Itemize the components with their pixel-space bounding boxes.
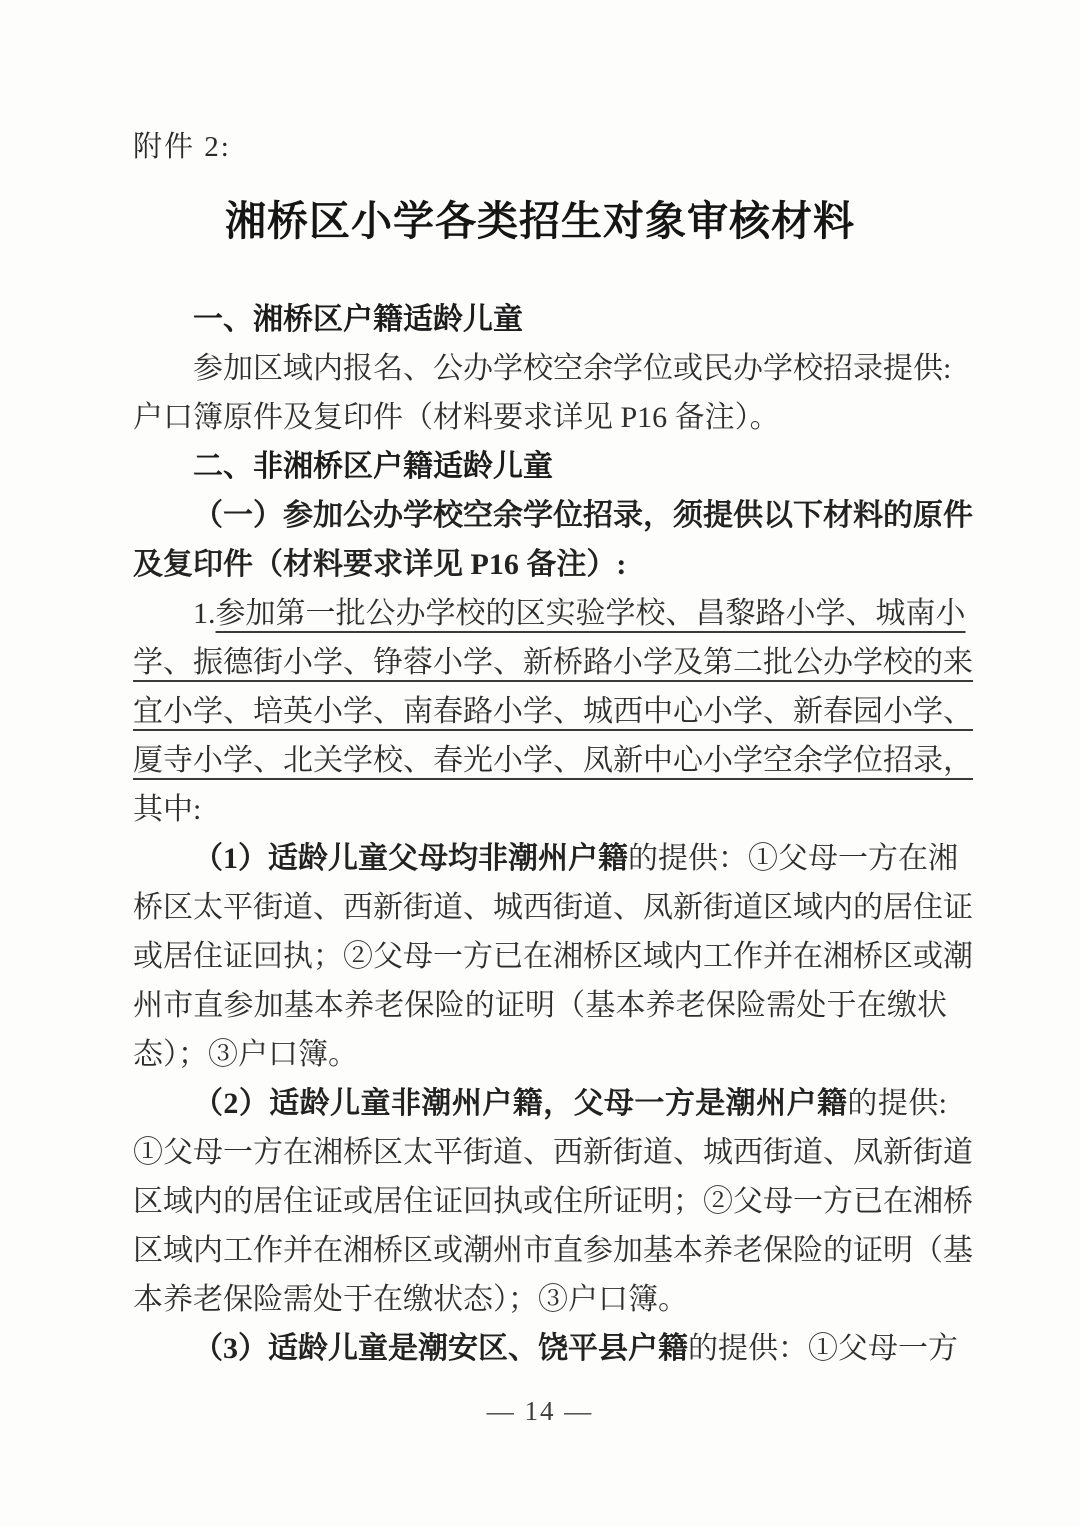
regular-text: 的提供：①父母一方 <box>688 1332 958 1365</box>
bold-text: （2）适龄儿童非潮州户籍，父母一方是潮州户籍 <box>193 1087 848 1120</box>
body-line-item-2 <box>133 1079 947 1128</box>
body-line-underlined <box>133 638 973 687</box>
body-line: 本养老保险需处于在缴状态）；③户口簿。 <box>133 1283 688 1316</box>
document-body <box>133 295 973 1373</box>
body-line-underlined <box>133 687 973 736</box>
body-line-underlined <box>133 736 973 785</box>
regular-text: 的提供: <box>847 1087 948 1120</box>
body-line: 态）；③户口簿。 <box>133 1038 358 1071</box>
body-line: 区域内的居住证或居住证回执或住所证明；②父母一方已在湘桥 <box>133 1185 973 1218</box>
bold-text: （1）适龄儿童父母均非潮州户籍 <box>193 842 628 875</box>
body-line: 桥区太平街道、西新街道、城西街道、凤新街道区域内的居住证 <box>133 891 973 924</box>
attachment-label: 附件 2: <box>133 131 231 163</box>
body-line: 州市直参加基本养老保险的证明（基本养老保险需处于在缴状 <box>133 989 947 1022</box>
regular-text: 的提供：①父母一方在湘 <box>628 842 958 875</box>
underlined-text: 学、振德街小学、铮蓉小学、新桥路小学及第二批公办学校的来 <box>133 646 973 679</box>
underlined-text: 厦寺小学、北关学校、春光小学、凤新中心小学空余学位招录， <box>133 744 973 777</box>
body-line: 其中: <box>133 793 202 826</box>
underlined-text: 参加第一批公办学校的区实验学校、昌黎路小学、城南小 <box>215 597 966 630</box>
body-line-item-1 <box>133 834 958 883</box>
section-heading-1: 一、湘桥区户籍适龄儿童 <box>193 303 523 336</box>
list-number: 1. <box>193 597 216 630</box>
body-line: 或居住证回执；②父母一方已在湘桥区域内工作并在湘桥区或潮 <box>133 940 973 973</box>
body-line-item-3 <box>133 1324 958 1373</box>
body-line: 户口簿原件及复印件（材料要求详见 P16 备注）。 <box>133 401 780 434</box>
bold-text: （3）适龄儿童是潮安区、饶平县户籍 <box>193 1332 688 1365</box>
body-line-bold: 及复印件（材料要求详见 P16 备注）: <box>133 548 627 581</box>
section-heading-2: 二、非湘桥区户籍适龄儿童 <box>193 450 553 483</box>
body-line-underlined <box>133 589 966 638</box>
document-title: 湘桥区小学各类招生对象审核材料 <box>225 198 855 244</box>
body-line-bold: （一）参加公办学校空余学位招录，须提供以下材料的原件 <box>193 499 973 532</box>
underlined-text: 宜小学、培英小学、南春路小学、城西中心小学、新春园小学、 <box>133 695 973 728</box>
body-line: ①父母一方在湘桥区太平街道、西新街道、城西街道、凤新街道 <box>133 1136 973 1169</box>
body-line: 参加区域内报名、公办学校空余学位或民办学校招录提供: <box>193 352 952 385</box>
page-number: — 14 — <box>486 1396 594 1426</box>
body-line: 区域内工作并在湘桥区或潮州市直参加基本养老保险的证明（基 <box>133 1234 973 1267</box>
